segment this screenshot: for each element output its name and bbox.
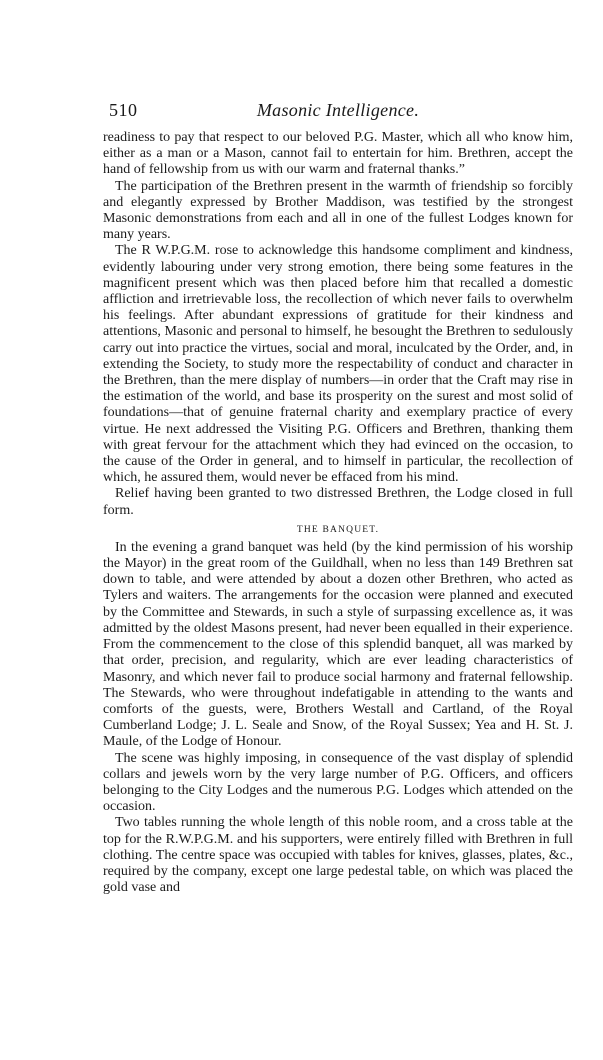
paragraph: The scene was highly imposing, in consequence of the vast display of splendid collars and jewels worn by the very large number of P.G. Officers, and officers belonging to the City Lodges and the numerous P.G. Lodges which attended on the occasion. [103, 750, 573, 815]
body-text [103, 130, 573, 896]
page-number: 510 [109, 100, 138, 120]
paragraph: Relief having been granted to two distressed Brethren, the Lodge closed in full form. [103, 486, 573, 518]
document-page [103, 100, 573, 896]
running-title: Masonic Intelligence. [256, 100, 420, 120]
paragraph: Two tables running the whole length of this noble room, and a cross table at the top for the R.W.P.G.M. and his supporters, were entirely filled with Brethren in full clothing. The centre space was occupied with tables for knives, glasses, plates, &c., required by the company, except one large pedestal table, on which was placed the gold vase and [103, 815, 573, 896]
paragraph: In the evening a grand banquet was held (by the kind permission of his worship the Mayor) in the great room of the Guildhall, when no less than 149 Brethren sat down to table, and were attended by about a dozen other Brethren, who acted as Tylers and waiters. The arrangements for the occasion were planned and executed by the Committee and Stewards, in such a style of surpassing excellence as, it was admitted by the oldest Masons present, had never been equalled in their experience. From the commencement to the close of this splendid banquet, all was marked by that order, precision, and regularity, which are ever leading characteristics of Masonry, and which never fail to produce social harmony and fraternal fellowship. The Stewards, who were throughout indefatigable in attending to the wants and comforts of the guests, were, Brothers Westall and Cartland, of the Royal Cumberland Lodge; J. L. Seale and Snow, of the Royal Sussex; Yea and H. St. J. Maule, of the Lodge of Honour. [103, 539, 573, 750]
page-header [103, 100, 573, 128]
paragraph: The R W.P.G.M. rose to acknowledge this handsome compliment and kindness, evidently labouring under very strong emotion, there being some features in the magnificent present which was then placed before him that recalled a domestic affliction and irretrievable loss, the recollection of which never fails to overwhelm his feelings. After abundant expressions of gratitude for their kindness and attentions, Masonic and personal to himself, he besought the Brethren to sedulously carry out into practice the virtues, social and moral, inculcated by the Order, and, in extending the Society, to study more the respectability of conduct and character in the Brethren, than the mere display of numbers—in order that the Craft may rise in the estimation of the world, and base its prosperity on the surest and most solid of foundations—that of genuine fraternal charity and exemplary practice of every virtue. He next addressed the Visiting P.G. Officers and Brethren, thanking them with great fervour for the attachment which they had evinced on the occasion, to the cause of the Order in general, and to himself in particular, the recollection of which, he assured them, would never be effaced from his mind. [103, 243, 573, 486]
paragraph: readiness to pay that respect to our beloved P.G. Master, which all who know him, either as a man or a Mason, cannot fail to entertain for him. Brethren, accept the hand of fellowship from us with our warm and fraternal thanks.” [103, 130, 573, 178]
paragraph: The participation of the Brethren present in the warmth of friendship so forcibly and elegantly expressed by Brother Maddison, was testified by the strongest Masonic demonstrations from each and all in one of the fullest Lodges known for many years. [103, 178, 573, 243]
section-heading: THE BANQUET. [296, 524, 380, 535]
